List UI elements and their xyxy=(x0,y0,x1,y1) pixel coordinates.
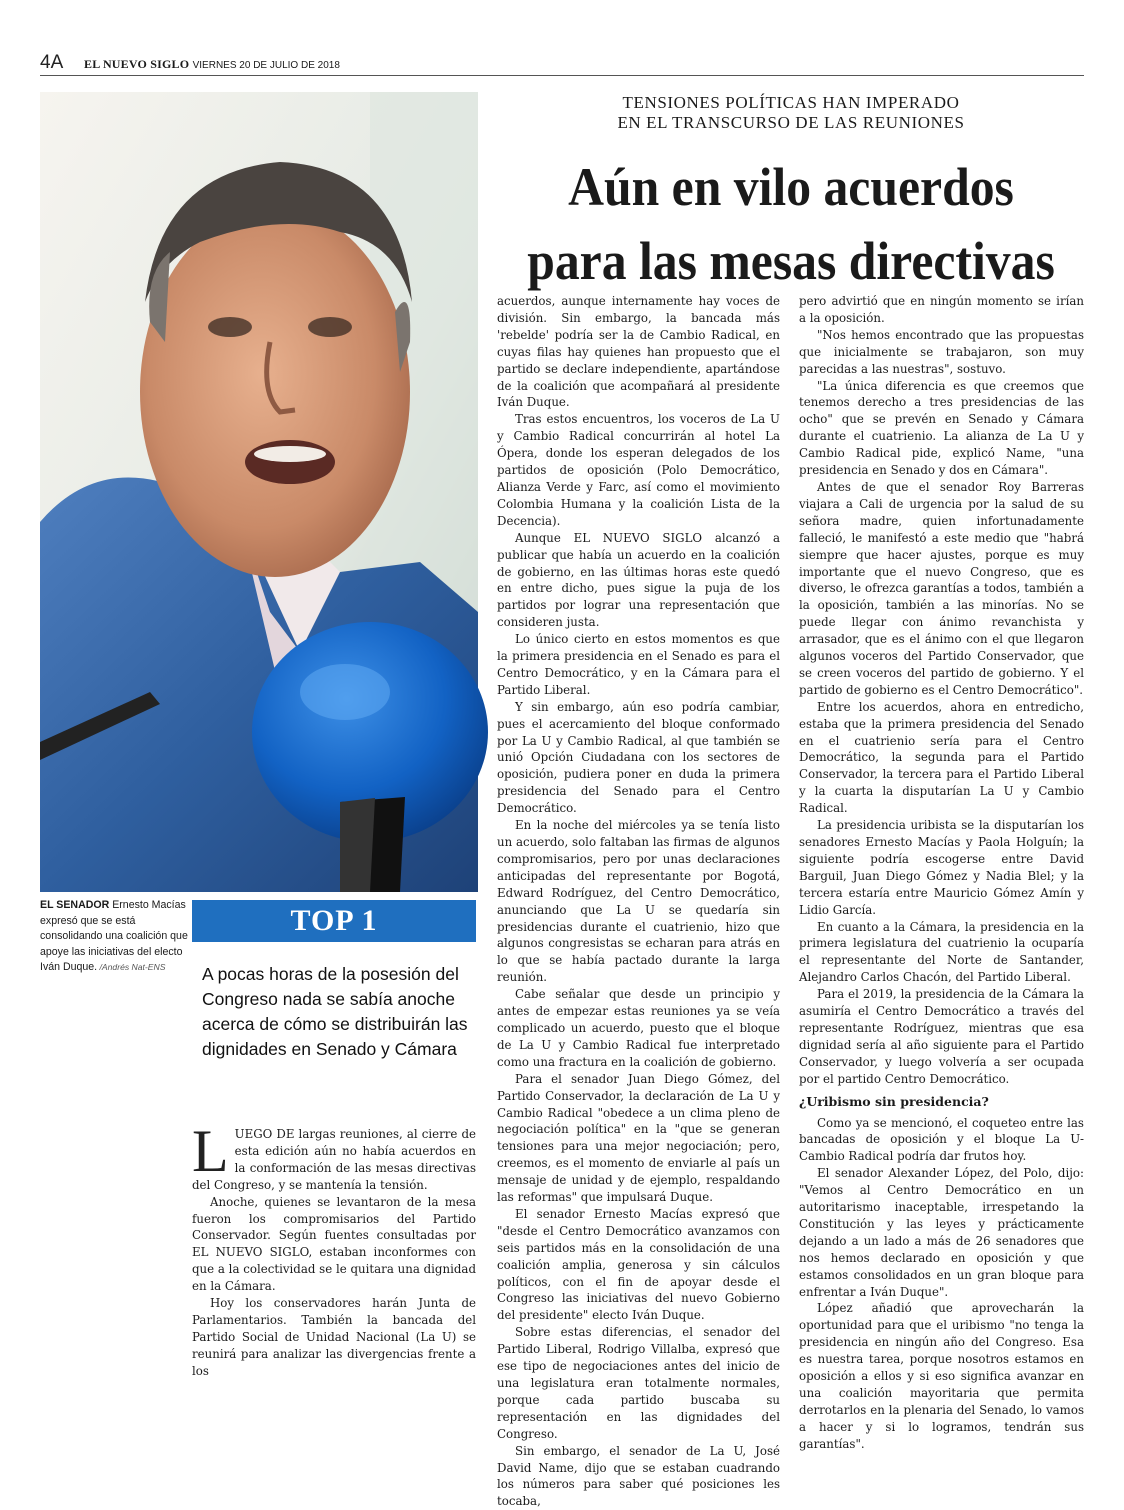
article-paragraph: Aunque EL NUEVO SIGLO alcanzó a publicar que había un acuerdo en la coalición de gobierno, en las últimas horas este quedó en entre dicho, pues sigue la puja de los partidos por lograr una representación que consideren justa. xyxy=(497,530,780,630)
article-kicker xyxy=(500,93,1082,133)
article-paragraph: Sin embargo, el senador de La U, José David Name, dijo que se estaban cuadrando los números para saber qué posiciones les tocaba, xyxy=(497,1443,780,1509)
article-paragraph: Anoche, quienes se levantaron de la mesa fueron los compromisarios del Partido Conservador. Según fuentes consultadas por EL NUEVO SIGLO, estaban inconformes con que a la colectividad se le quitara una dignidad en la Cámara. xyxy=(192,1194,476,1294)
kicker-line-1: TENSIONES POLÍTICAS HAN IMPERADO xyxy=(622,93,960,112)
article-paragraph: acuerdos, aunque internamente hay voces de división. Sin embargo, la bancada más 'rebelde' podría ser la de Cambio Radical, en cuyas filas hay quienes han propuesto que el partido se declare independiente, apartándose de la coalición que acompañará al presidente Iván Duque. xyxy=(497,294,780,410)
article-paragraph: Y sin embargo, aún eso podría cambiar, pues el acercamiento del bloque conformado por La U y Cambio Radical, al que también se unió Opción Ciudadana con los sectores de oposición, pudiera poner en duda la primera presidencia del Senado para el Centro Democrático. xyxy=(497,699,780,816)
article-paragraph: "La única diferencia es que creemos que tenemos derecho a tres presidencias de las ocho" que se prevén en Senado y Cámara durante el cuatrienio. La alianza de La U y Cambio Radical pide, explicó Name, "una presidencia en Senado y dos en Cámara". xyxy=(799,378,1084,478)
article-column-1 xyxy=(192,1118,476,1388)
article-paragraph: Entre los acuerdos, ahora en entredicho, estaba que la primera presidencia del Senado en el cuatrienio sería para el Centro Democrático, la segunda para el Partido Conservador, la tercera para el Partido Liberal y la cuarta la disputarían La U y Cambio Radical. xyxy=(799,699,1084,816)
headline-line-2: para las mesas directivas xyxy=(527,231,1055,291)
photo-caption xyxy=(40,898,188,976)
article-paragraph: El senador Ernesto Macías expresó que "desde el Centro Democrático avanzamos con seis partidos más en la consolidación de una coalición amplia, generosa y sin cálculos políticos, con el fin de apoyar desde el Congreso las iniciativas del nuevo Gobierno del presidente" electo Iván Duque. xyxy=(497,1206,780,1323)
article-column-2 xyxy=(497,293,780,1509)
article-subhead: A pocas horas de la posesión del Congreso nada se sabía anoche acerca de cómo se distribuirán las dignidades en Senado y Cámara xyxy=(202,964,468,1059)
article-paragraph: "Nos hemos encontrado que las propuestas que inicialmente se trabajaron, son muy parecidas a las nuestras", sostuvo. xyxy=(799,327,1084,376)
article-paragraph: Como ya se mencionó, el coqueteo entre las bancadas de oposición y el bloque La U-Cambio Radical podría dar frutos hoy. xyxy=(799,1115,1084,1164)
senator-photo-illustration xyxy=(40,92,478,892)
article-column-3 xyxy=(799,293,1084,1451)
article-paragraph: En la noche del miércoles ya se tenía listo un acuerdo, solo faltaban las firmas de algunos compromisarios, pero por unas declaraciones anticipadas del representante por Bogotá, Edward Rodríguez, del Centro Democrático, anunciando que La U se quedaría sin presidencias durante el cuatrienio, hizo que algunos congresistas se echaran para atrás en lo que se había pactado durante la larga reunión. xyxy=(497,818,780,985)
article-paragraph: Antes de que el senador Roy Barreras viajara a Cali de urgencia por la salud de su señora madre, quien infortunadamente falleció, le manifestó a este medio que "habrá siempre que hacer ajustes, porque es muy importante que el nuevo Congreso, que es diverso, le ofrezca garantías a todos, también a la oposición, también a las minorías. No se puede llegar con ánimo revanchista y arrasador, que es el ánimo con el que llegaron algunos voceros del Partido Conservador, que se creen voceros del partido de gobierno. Y el partido de gobierno es el Centro Democrático". xyxy=(799,479,1084,697)
article-paragraph: Lo único cierto en estos momentos es que la primera presidencia en el Senado es para el Centro Democrático, y en la Cámara para el Partido Liberal. xyxy=(497,632,780,697)
kicker-line-2: EN EL TRANSCURSO DE LAS REUNIONES xyxy=(617,113,965,132)
page-header xyxy=(40,52,1084,76)
top-ranking-box: TOP 1 xyxy=(192,900,476,942)
paper-name: EL NUEVO SIGLO xyxy=(84,57,190,71)
senator-photo xyxy=(40,92,478,892)
article-headline xyxy=(520,150,1063,298)
article-paragraph: Tras estos encuentros, los voceros de La U y Cambio Radical concurrirán al hotel La Ópera, donde los esperan delegados de los partidos de oposición (Polo Democrático, Alianza Verde y Farc, así como el movimiento Colombia Humana y la coalición Lista de la Decencia). xyxy=(497,412,780,528)
article-paragraph: Cabe señalar que desde un principio y antes de empezar estas reuniones ya se veía complicado un acuerdo, puesto que el bloque de La U y Cambio Radical fue interpretado como una fractura en la coalición de gobierno. xyxy=(497,987,780,1069)
article-paragraph: Sobre estas diferencias, el senador del Partido Liberal, Rodrigo Villalba, expresó que ese tipo de negociaciones antes del inicio de una legislatura eran totalmente normales, porque cada partido buscaba su representación en las dignidades del Congreso. xyxy=(497,1325,780,1441)
article-paragraph: Hoy los conservadores harán Junta de Parlamentarios. También la bancada del Partido Social de Unidad Nacional (La U) se reunirá para analizar las divergencias frente a los xyxy=(192,1296,476,1378)
article-paragraph: Para el 2019, la presidencia de la Cámara la asumiría el Centro Democrático a través del representante Rodríguez, mientras que esa dignidad sería al año siguiente para el Partido Conservador, y luego volvería a ser ocupada por el partido Centro Democrático. xyxy=(799,987,1084,1086)
issue-date: VIERNES 20 DE JULIO DE 2018 xyxy=(192,60,340,71)
section-subheading: ¿Uribismo sin presidencia? xyxy=(799,1093,989,1109)
article-paragraph: En cuanto a la Cámara, la presidencia en la primera legislatura del cuatrienio la ocuparía el representante del Norte de Santander, Alejandro Carlos Chacón, del Partido Liberal. xyxy=(799,919,1084,985)
caption-label: EL SENADOR xyxy=(40,899,110,911)
photo-credit: /Andrés Nat-ENS xyxy=(97,962,166,973)
article-paragraph: El senador Alexander López, del Polo, dijo: "Vemos al Centro Democrático en un autoritarismo inaceptable, irrespetando la Constitución y las leyes y prácticamente dejando a un lado a más de 26 senadores que nos hemos declarado en oposición y que estamos consolidados en un gran bloque para enfrentar a Iván Duque". xyxy=(799,1166,1084,1299)
header-rule xyxy=(40,75,1084,76)
article-paragraph: LUEGO DE largas reuniones, al cierre de esta edición aún no había acuerdos en la conformación de las mesas directivas del Congreso, y se mantenía la tensión. xyxy=(192,1118,476,1192)
masthead-line xyxy=(84,57,340,72)
headline-line-1: Aún en vilo acuerdos xyxy=(568,157,1014,217)
page-number: 4A xyxy=(40,52,64,73)
article-paragraph: pero advirtió que en ningún momento se irían a la oposición. xyxy=(799,294,1084,325)
article-paragraph: López añadió que aprovecharán la oportunidad para que el uribismo "no tenga la presidencia en ningún año del Congreso. Esa es nuestra tarea, porque nosotros estamos en oposición a ellos y si eso significa avanzar en una coalición mayoritaria que permita derrotarlos en la plenaria del Senado, lo vamos a hacer y si lo logramos, tendrán sus garantías". xyxy=(799,1301,1084,1451)
drop-cap: L xyxy=(192,1118,229,1184)
article-paragraph: Para el senador Juan Diego Gómez, del Partido Conservador, la declaración de La U y Cambio Radical "obedece a un clima pleno de negociación política" en la "que se generan tensiones para una mejor negociación; pero, creemos, es el momento de enviarle al país un mensaje de unidad y de ejemplo, respaldando las reformas" que impulsará Duque. xyxy=(497,1071,780,1205)
caption-text: Ernesto Macías expresó que se está consolidando una coalición que apoye las iniciativas del electo Iván Duque. xyxy=(40,899,188,974)
article-paragraph: La presidencia uribista se la disputarían los senadores Ernesto Macías y Paola Holguín; la siguiente podría escogerse entre David Barguil, Juan Diego Gómez y Nadia Blel; y la tercera estaría entre Mauricio Gómez Amín y Lidio García. xyxy=(799,818,1084,917)
